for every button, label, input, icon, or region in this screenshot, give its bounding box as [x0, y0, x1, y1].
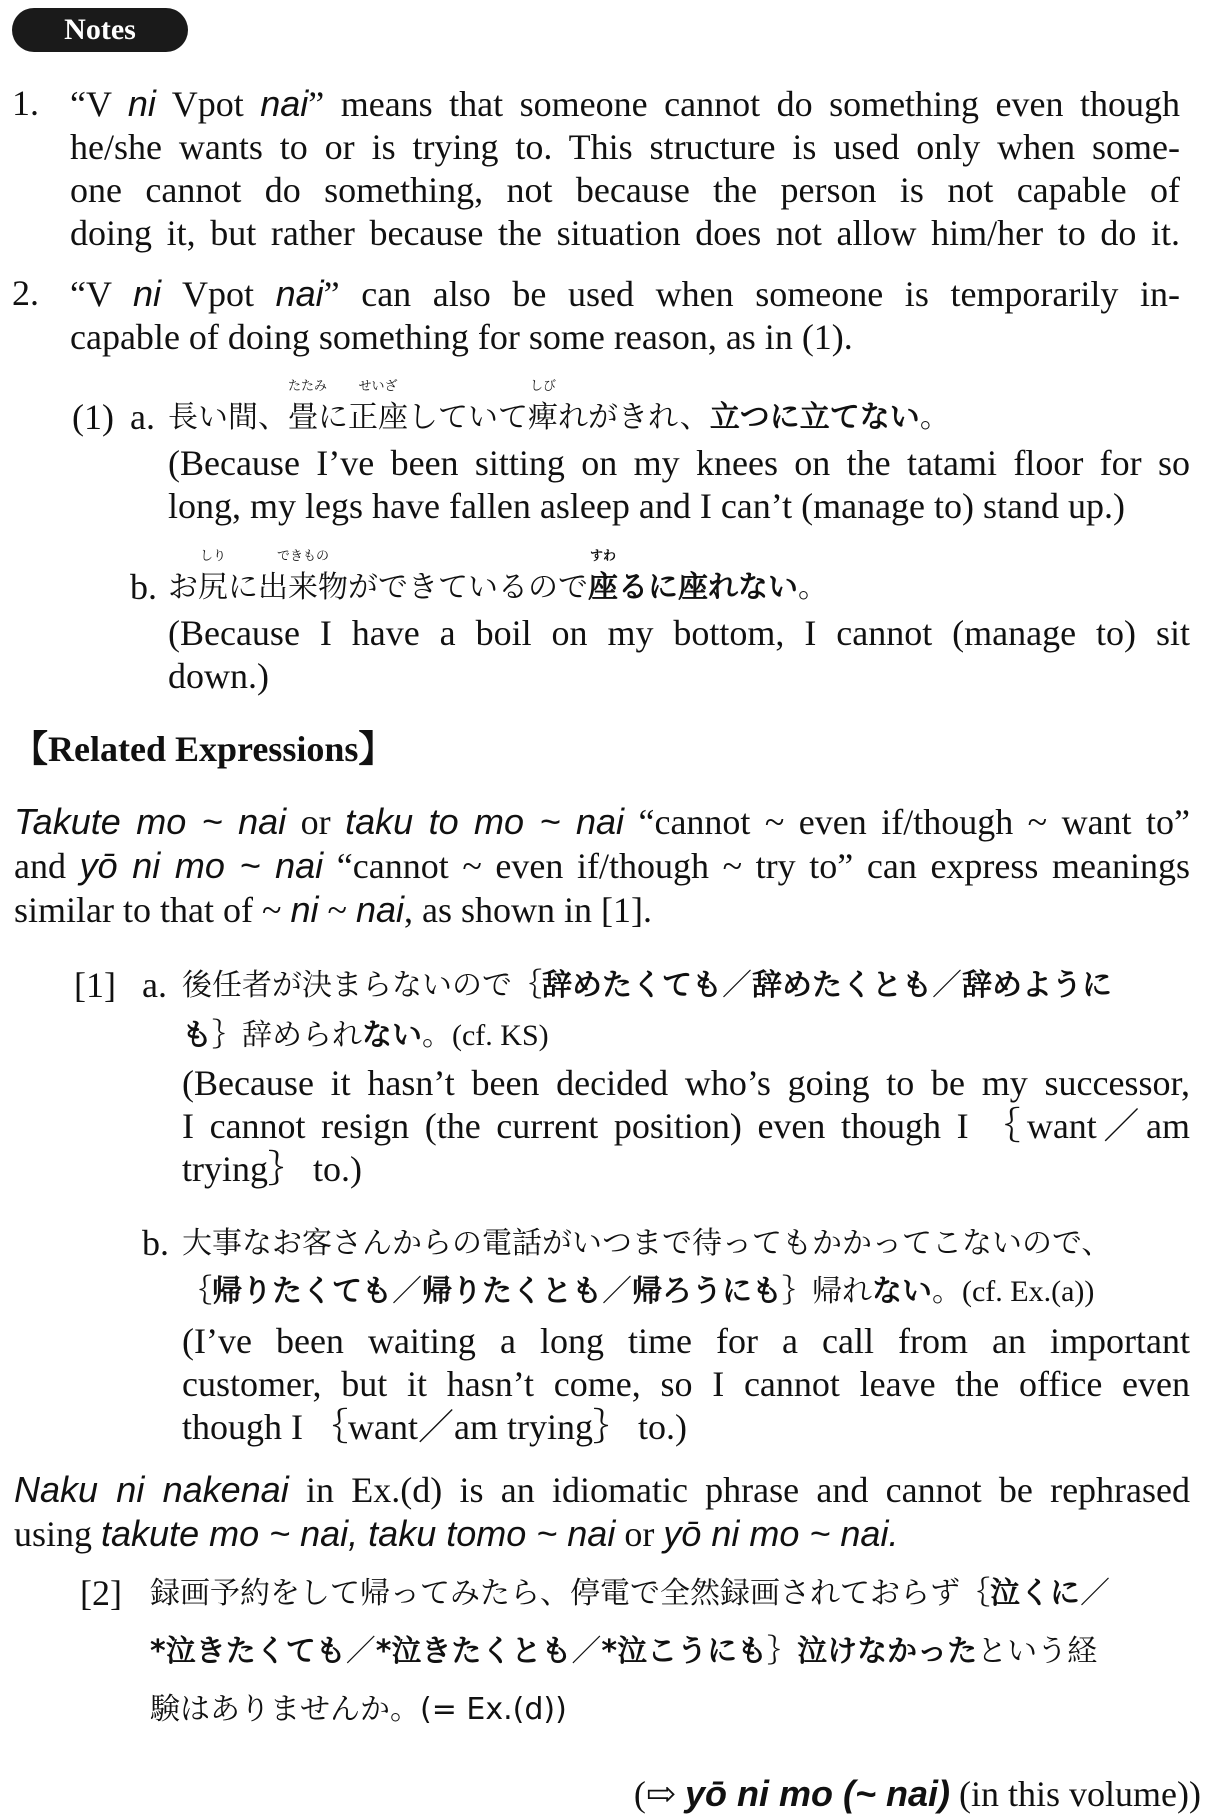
example-r1-label: [1]: [74, 965, 116, 1005]
related-paragraph: Takute mo ~ nai or taku to mo ~ nai “cannot ~ even if/though ~ want to” and yō ni mo ~ nai “cannot ~ even if/though ~ try to” can express meanings similar to that of ~ ni ~ nai, as shown in [1].: [14, 801, 1190, 930]
note-1-line-1: “V ni Vpot nai” means that someone cannot do something even though: [70, 83, 1181, 124]
example-r1a-english: (Because it hasn’t been decided who’s going to be my successor, I cannot resign (the current position) even though I ｛want／am trying｝ to.): [182, 1063, 1190, 1189]
example-r1b-english: (I’ve been waiting a long time for a call from an important customer, but it hasn’t come, so I cannot leave the office even though I ｛want／am trying｝ to.): [182, 1321, 1190, 1447]
example-r1b-letter: b.: [142, 1223, 169, 1263]
example-r2-japanese-1: 録画予約をして帰ってみたら、停電で全然録画されておらず｛泣くに／: [150, 1576, 1110, 1611]
note-1-line-3: one cannot do something, not because the person is not capable of: [70, 170, 1180, 210]
example-r2-japanese-2: *泣きたくても／*泣きたくとも／*泣こうにも｝泣けなかったという経: [150, 1634, 1098, 1669]
example-r1a-japanese-1: 後任者が決まらないので｛辞めたくても／辞めたくとも／辞めように: [182, 968, 1112, 1003]
idiom-paragraph: Naku ni nakenai in Ex.(d) is an idiomatic phrase and cannot be rephrased using takute mo ~ nai, taku tomo ~ nai or yō ni mo ~ nai.: [14, 1469, 1191, 1554]
example-1b-english: (Because I have a boil on my bottom, I cannot (manage to) sit down.): [168, 613, 1190, 696]
example-1a-letter: a.: [130, 397, 155, 437]
example-r2-label: [2]: [80, 1573, 122, 1613]
note-2-number: 2.: [12, 273, 39, 313]
example-r1b-japanese-1: 大事なお客さんからの電話がいつまで待ってもかかってこないので、: [182, 1226, 1112, 1261]
note-2-line-1: “V ni Vpot nai” can also be used when someone is temporarily in-: [70, 273, 1180, 314]
example-1a-english: (Because I’ve been sitting on my knees on the tatami floor for so long, my legs have fallen asleep and I can’t (manage to) stand up.): [168, 443, 1190, 526]
cross-reference: (⇨ yō ni mo (~ nai) (in this volume)): [633, 1773, 1201, 1814]
example-1b-letter: b.: [130, 567, 157, 607]
note-2: [70, 272, 1180, 359]
example-r1a-japanese-2: も｝辞められない。(cf. KS): [182, 1018, 549, 1053]
example-r1a-letter: a.: [142, 965, 167, 1005]
note-1: [70, 82, 1180, 255]
note-2-line-2: capable of doing something for some reason, as in (1).: [70, 317, 853, 357]
related-expressions-heading: 【Related Expressions】: [12, 729, 395, 769]
example-1a-japanese: 長い間、 たたみ 畳に せいざ 正座していて しび 痺れがきれ、立つに立てない。: [168, 379, 950, 435]
note-1-line-4: doing it, but rather because the situation does not allow him/her to do it.: [70, 213, 1180, 253]
example-r1b-japanese-2: ｛帰りたくても／帰りたくとも／帰ろうにも｝帰れない。(cf. Ex.(a)): [182, 1274, 1095, 1309]
example-1b-japanese: お しり 尻に できもの 出来物ができているので すわ 座るに座れない。: [168, 549, 828, 605]
notes-badge: Notes: [12, 8, 188, 52]
example-1-label: (1): [72, 397, 114, 437]
note-1-line-2: he/she wants to or is trying to. This structure is used only when some-: [70, 127, 1180, 167]
example-r2-japanese-3: 験はありませんか。(= Ex.(d)): [150, 1692, 567, 1727]
note-1-number: 1.: [12, 83, 39, 123]
